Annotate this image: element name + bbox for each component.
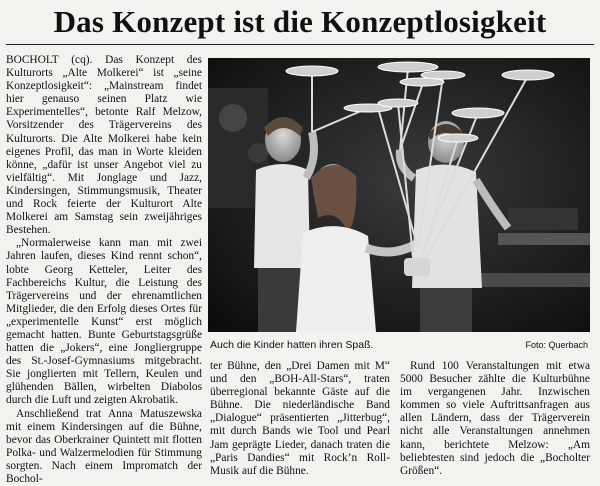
photo-caption-bar: [210, 338, 588, 352]
headline: Das Konzept ist die Konzeptlosigkeit: [53, 4, 547, 39]
headline-rule: [6, 44, 594, 45]
photo-credit: Foto: Querbach: [525, 340, 588, 350]
article-column-2: [210, 360, 390, 478]
photo-illustration: [208, 58, 590, 332]
article-paragraph: Anschließend trat Anna Matuszewska mit einem Kindersingen auf die Bühne, bevor das Oberkrainer Quintett mit flotten Polka- und Walzermelodien für Stimmung sorgten. Nach einem Impromatch der Bochol-: [6, 407, 202, 485]
photo-caption: Auch die Kinder hatten ihren Spaß.: [210, 339, 374, 351]
article-paragraph: Rund 100 Veranstaltungen mit etwa 5000 Besucher zählte die Kulturbühne im vergangenen Jahr. Inzwischen kommen so viele Auftrittsanfragen aus allen Ländern, dass der Trägerverein nicht alle Veranstaltungen annehmen kann, berichtete Melzow: „Am beliebtesten sind jedoch die „Bocholter Größen“.: [400, 360, 590, 477]
article-paragraph: BOCHOLT (cq). Das Konzept des Kulturorts „Alte Molkerei“ ist „seine Konzeptlosigkeit“: „Mainstream findet hier genauso seinen Platz wie Experimentelles“, betonte Ralf Melzow, Vorsitzender des Trägervereins des Kulturorts. Die Alte Molkerei habe kein eigenes Profil, das man in Worte kleiden könne, „dafür ist unser Angebot viel zu vielfältig“. Mit Jonglage und Jazz, Kindersingen, Stimmungsmusik, Theater und Rock feierte der Kulturort Alte Molkerei am Samstag sein zweijähriges Bestehen.: [6, 54, 202, 237]
photo-kids-plate-spinning: [208, 58, 590, 332]
article-paragraph: „Normalerweise kann man mit zwei Jahren laufen, dieses Kind rennt schon“, lobte Georg Ketteler, Leiter des Fachbereichs Kultur, die Leistung des Trägervereins und der ehrenamtlichen Mitglieder, die den Erfolg dieses Ortes für „experimentelle Kunst“ erst möglich gemacht hatten. Bunte Geburtstagsgrüße hatten die „Jokers“, eine Jongliergruppe des St.-Josef-Gymnasiums mitgebracht. Sie jonglierten mit Tellern, Keulen und glühenden Bällen, wirbelten Diabolos durch die Luft und zeigten Akrobatik.: [6, 237, 202, 407]
article-paragraph: ter Bühne, den „Drei Damen mit M“ und den „BOH-All-Stars“, traten überregional bekannte Gäste auf die Bühne. Die niederländische Band „Dialogue“ präsentierten „Jitterbug“, mit durch Bands wie Tool und Pearl Jam geprägte Lieder, danach traten die „Paris Dandies“ mit Rock’n Roll-Musik auf die Bühne.: [210, 360, 390, 477]
article-column-3: [400, 360, 590, 478]
article-column-1: [6, 54, 202, 486]
